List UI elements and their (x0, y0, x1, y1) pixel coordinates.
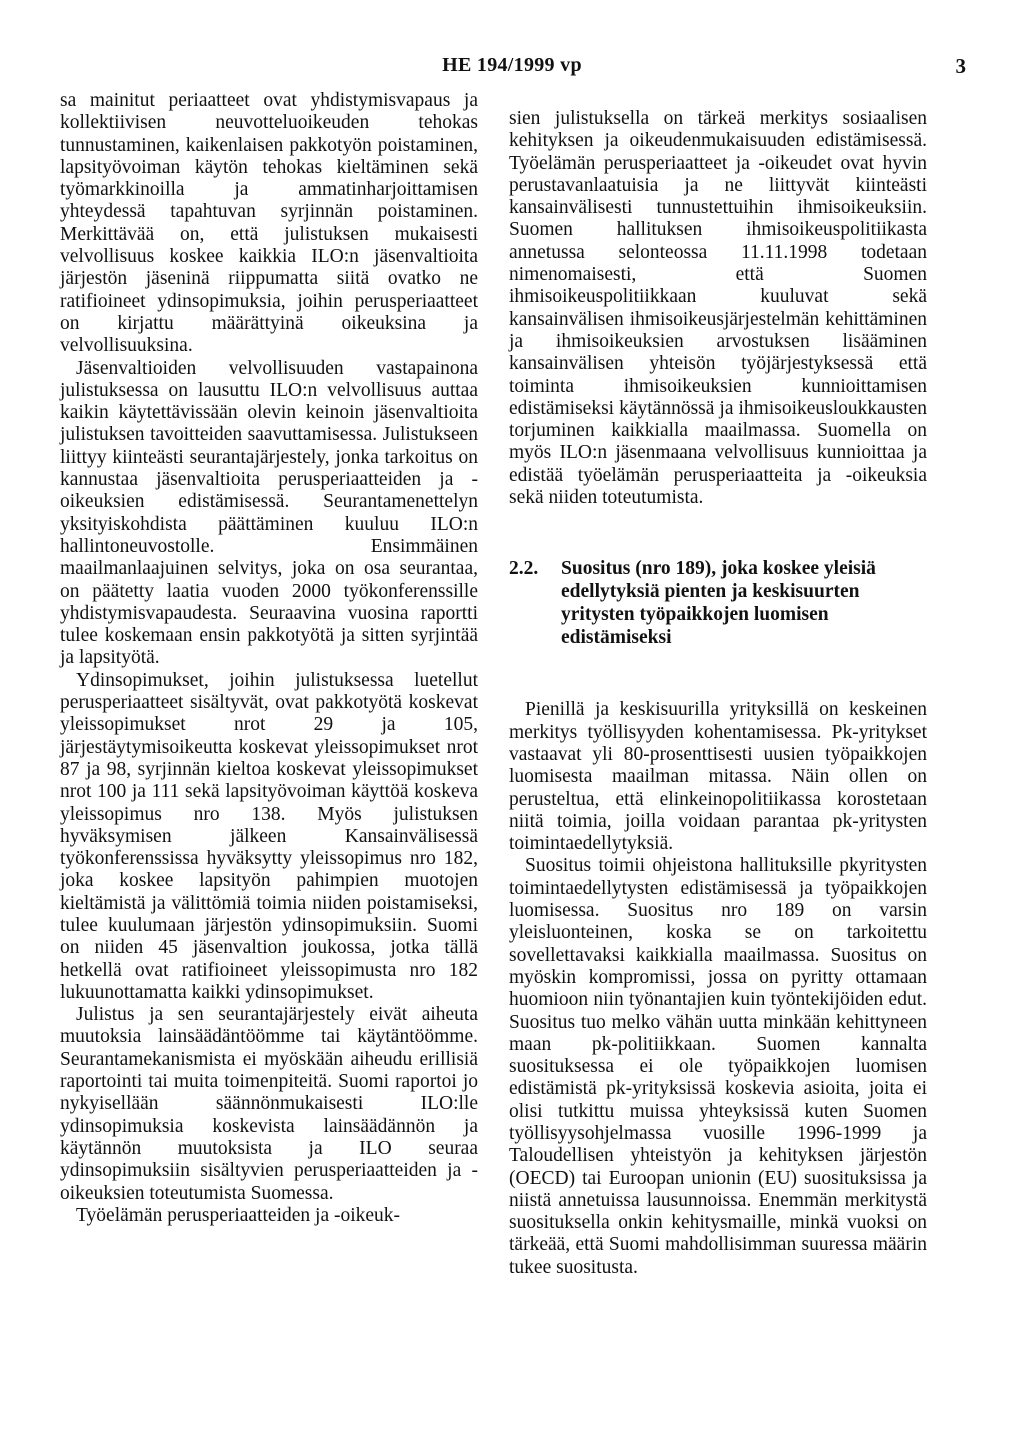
document-id: HE 194/1999 vp (442, 54, 582, 76)
paragraph: Työelämän perusperiaatteiden ja -oikeuk- (76, 1204, 401, 1226)
paragraph: sien julistuksella on tärkeä merkitys sosiaalisen kehityksen ja oikeudenmukaisuuden edistämisessä. Työelämän perusperiaatteet ja -oikeudet ovat hyvin perustavanlaatuisia ja ne liittyvät kiinteästi kansainvälisesti tunnustettuihin ihmisoikeuksiin. Suomen hallituksen ihmisoikeuspolitiikasta annetussa selonteossa 11.11.1998 todetaan nimenomaisesti, että Suomen ihmisoikeuspolitiikkaan kuuluvat sekä kansainvälisen ihmisoikeusjärjestelmän kehittäminen ja ihmisoikeuksien arvostuksen lisääminen kansainvälisen yhteisön työjärjestyksessä että toiminta ihmisoikeuksien kunnioittamisen edistämiseksi käytännössä ja ihmisoikeusloukkausten torjuminen kaikkialla maailmassa. Suomella on myös ILO:n jäsenmaana velvollisuus kunnioittaa ja edistää työelämän perusperiaatteita ja -oikeuksia sekä niiden toteutumista. (509, 108, 927, 509)
paragraph: sa mainitut periaatteet ovat yhdistymisvapaus ja kollektiivisen neuvotteluoikeuden tehokas tunnustaminen, kaikenlaisen pakkotyön poistaminen, lapsityövoiman käytön tehokas kieltäminen sekä työmarkkinoilla ja ammatinharjoittamisen yhteydessä tapahtuvan syrjinnän poistaminen. Merkittävää on, että julistuksen mukaisesti velvollisuus koskee kaikkia ILO:n jäsenvaltioita järjestön jäseninä riippumatta siitä ovatko ne ratifioineet ydinsopimuksia, joihin perusperiaatteet on kirjattu määrättyinä oikeuksina ja velvollisuuksina. (60, 90, 478, 357)
left-column (60, 90, 478, 1227)
right-column (509, 108, 927, 1279)
page-header (0, 54, 1024, 84)
section-title: Suositus (nro 189), joka koskee yleisiä edellytyksiä pienten ja keskisuurten yritysten työpaikkojen luomisen edistämiseksi (561, 558, 876, 649)
paragraph: Jäsenvaltioiden velvollisuuden vastapainona julistuksessa on lausuttu ILO:n velvollisuus auttaa kaikin käytettävissään olevin keinoin jäsenvaltioita julistuksen tavoitteiden saavuttamisessa. Julistukseen liittyy kiinteästi seurantajärjestely, jonka tarkoitus on kannustaa jäsenvaltioita perusperiaatteiden ja -oikeuksien edistämisessä. Seurantamenettelyn yksityiskohdista päättäminen kuuluu ILO:n hallintoneuvostolle. Ensimmäinen maailmanlaajuinen selvitys, joka on osa seurantaa, on päätetty laatia vuoden 2000 työkonferenssille yhdistymisvapaudesta. Seuraavina vuosina raportti tulee koskemaan ensin pakkotyötä ja sitten syrjintää ja lapsityötä. (60, 357, 478, 669)
paragraph: Julistus ja sen seurantajärjestely eivät aiheuta muutoksia lainsäädäntöömme tai käytäntöömme. Seurantamekanismista ei myöskään aiheudu erillisiä raportointi tai muita toimenpiteitä. Suomi raportoi jo nykyisellään säännönmukaisesti ILO:lle ydinsopimuksia koskevista lainsäädännön ja käytännön muutoksista ja ILO seuraa ydinsopimuksiin sisältyvien perusperiaatteiden ja -oikeuksien toteutumista Suomessa. (60, 1004, 478, 1204)
paragraph: Ydinsopimukset, joihin julistuksessa luetellut perusperiaatteet sisältyvät, ovat pakkotyötä koskevat yleissopimukset nrot 29 ja 105, järjestäytymisoikeutta koskevat yleissopimukset nrot 87 ja 98, syrjinnän kieltoa koskevat yleissopimukset nrot 100 ja 111 sekä lapsityövoiman käyttöä koskeva yleissopimus nro 138. Myös julistuksen hyväksymisen jälkeen Kansainvälisessä työkonferenssissa hyväksytty yleissopimus nro 182, joka koskee lapsityön pahimpien muotojen kieltämistä ja välittömiä toimia niiden poistamiseksi, tulee kuulumaan järjestön ydinsopimuksiin. Suomi on niiden 45 jäsenvaltion joukossa, jotka tällä hetkellä ovat ratifioineet yleissopimusta nro 182 lukuunottamatta kaikki ydinsopimukset. (60, 669, 478, 1003)
paragraph: Pienillä ja keskisuurilla yrityksillä on keskeinen merkitys työllisyyden kohentamisessa. Pk-yritykset vastaavat yli 80-prosenttisesti uusien työpaikkojen luomisesta maailman mitassa. Näin ollen on perusteltua, että elinkeinopolitiikassa korostetaan niitä toimia, joilla voidaan parantaa pk-yritysten toimintaedellytyksiä. (509, 699, 927, 855)
paragraph: Suositus toimii ohjeistona hallituksille pkyritysten toimintaedellytysten edistämisessä ja työpaikkojen luomisessa. Suositus nro 189 on varsin yleisluonteinen, koska se on tarkoitettu sovellettavaksi kaikkialla maailmassa. Suositus on myöskin kompromissi, jossa on pyritty ottamaan huomioon niin työnantajien kuin työntekijöiden edut. Suositus tuo melko vähän uutta minkään kehittyneen maan pk-politiikkaan. Suomen kannalta suosituksessa ei ole työpaikkojen luomisen edistämistä pk-yrityksissä koskevia asioita, joita ei olisi tutkittu muissa yhteyksissä kuten Suomen työllisyysohjelmassa vuosille 1996-1999 ja Taloudellisen yhteistyön ja kehityksen järjestön (OECD) tai Euroopan unionin (EU) suosituksissa ja niistä annetuissa lausunnoissa. Enemmän merkitystä suosituksella onkin kehitysmaille, minkä vuoksi on tärkeää, että Suomi mahdollisimman suuressa määrin tukee suositusta. (509, 855, 927, 1278)
section-heading (509, 557, 927, 649)
page-number: 3 (955, 54, 966, 78)
section-number: 2.2. (509, 558, 539, 580)
